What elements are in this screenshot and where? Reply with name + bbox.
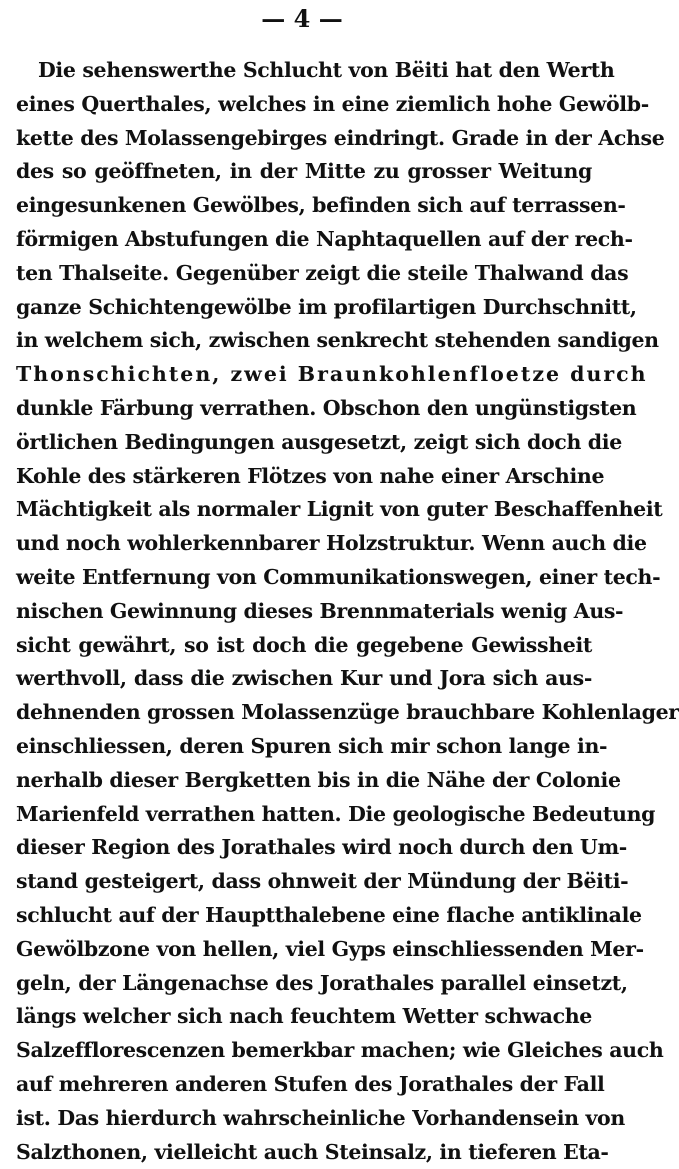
page-number: — 4 — bbox=[0, 4, 604, 34]
text-line: eines Querthales, welches in eine ziemlich hohe Gewölb- bbox=[16, 88, 592, 122]
text-line: ist. Das hierdurch wahrscheinliche Vorhandensein von bbox=[16, 1102, 592, 1136]
text-line: in welchem sich, zwischen senkrecht stehenden sandigen bbox=[16, 324, 592, 358]
text-line: geln, der Längenachse des Jorathales parallel einsetzt, bbox=[16, 967, 592, 1001]
text-line: schlucht auf der Hauptthalebene eine flache antiklinale bbox=[16, 899, 592, 933]
text-line: werthvoll, dass die zwischen Kur und Jora sich aus- bbox=[16, 662, 592, 696]
text-line: ganze Schichtengewölbe im profilartigen Durchschnitt, bbox=[16, 291, 592, 325]
text-line: ten Thalseite. Gegenüber zeigt die steile Thalwand das bbox=[16, 257, 592, 291]
text-line: eingesunkenen Gewölbes, befinden sich auf terrassen- bbox=[16, 189, 592, 223]
text-line: des so geöffneten, in der Mitte zu grosser Weitung bbox=[16, 155, 592, 189]
text-line: Mächtigkeit als normaler Lignit von guter Beschaffenheit bbox=[16, 493, 592, 527]
text-line: Salzefflorescenzen bemerkbar machen; wie Gleiches auch bbox=[16, 1034, 592, 1068]
text-line: weite Entfernung von Communikationswegen, einer tech- bbox=[16, 561, 592, 595]
text-line: einschliessen, deren Spuren sich mir schon lange in- bbox=[16, 730, 592, 764]
text-line: nischen Gewinnung dieses Brennmaterials wenig Aus- bbox=[16, 595, 592, 629]
text-line: förmigen Abstufungen die Naphtaquellen auf der rech- bbox=[16, 223, 592, 257]
text-line: Thonschichten, zwei Braunkohlenfloetze durch bbox=[16, 358, 592, 392]
text-line: sicht gewährt, so ist doch die gegebene Gewissheit bbox=[16, 629, 592, 663]
text-line: Die sehenswerthe Schlucht von Bëiti hat den Werth bbox=[16, 54, 592, 88]
text-line: Marienfeld verrathen hatten. Die geologische Bedeutung bbox=[16, 798, 592, 832]
text-line: kette des Molassengebirges eindringt. Grade in der Achse bbox=[16, 122, 592, 156]
text-line: Gewölbzone von hellen, viel Gyps einschliessenden Mer- bbox=[16, 933, 592, 967]
text-line: dieser Region des Jorathales wird noch durch den Um- bbox=[16, 831, 592, 865]
text-line: stand gesteigert, dass ohnweit der Mündung der Bëiti- bbox=[16, 865, 592, 899]
text-line: dehnenden grossen Molassenzüge brauchbare Kohlenlager bbox=[16, 696, 592, 730]
body-text bbox=[16, 54, 592, 1169]
text-line: nerhalb dieser Bergketten bis in die Nähe der Colonie bbox=[16, 764, 592, 798]
text-line: und noch wohlerkennbarer Holzstruktur. Wenn auch die bbox=[16, 527, 592, 561]
text-line: Kohle des stärkeren Flötzes von nahe einer Arschine bbox=[16, 460, 592, 494]
text-line: auf mehreren anderen Stufen des Jorathales der Fall bbox=[16, 1068, 592, 1102]
text-line: örtlichen Bedingungen ausgesetzt, zeigt sich doch die bbox=[16, 426, 592, 460]
text-line: längs welcher sich nach feuchtem Wetter schwache bbox=[16, 1000, 592, 1034]
text-line: dunkle Färbung verrathen. Obschon den ungünstigsten bbox=[16, 392, 592, 426]
text-line: Salzthonen, vielleicht auch Steinsalz, in tieferen Eta- bbox=[16, 1136, 592, 1169]
